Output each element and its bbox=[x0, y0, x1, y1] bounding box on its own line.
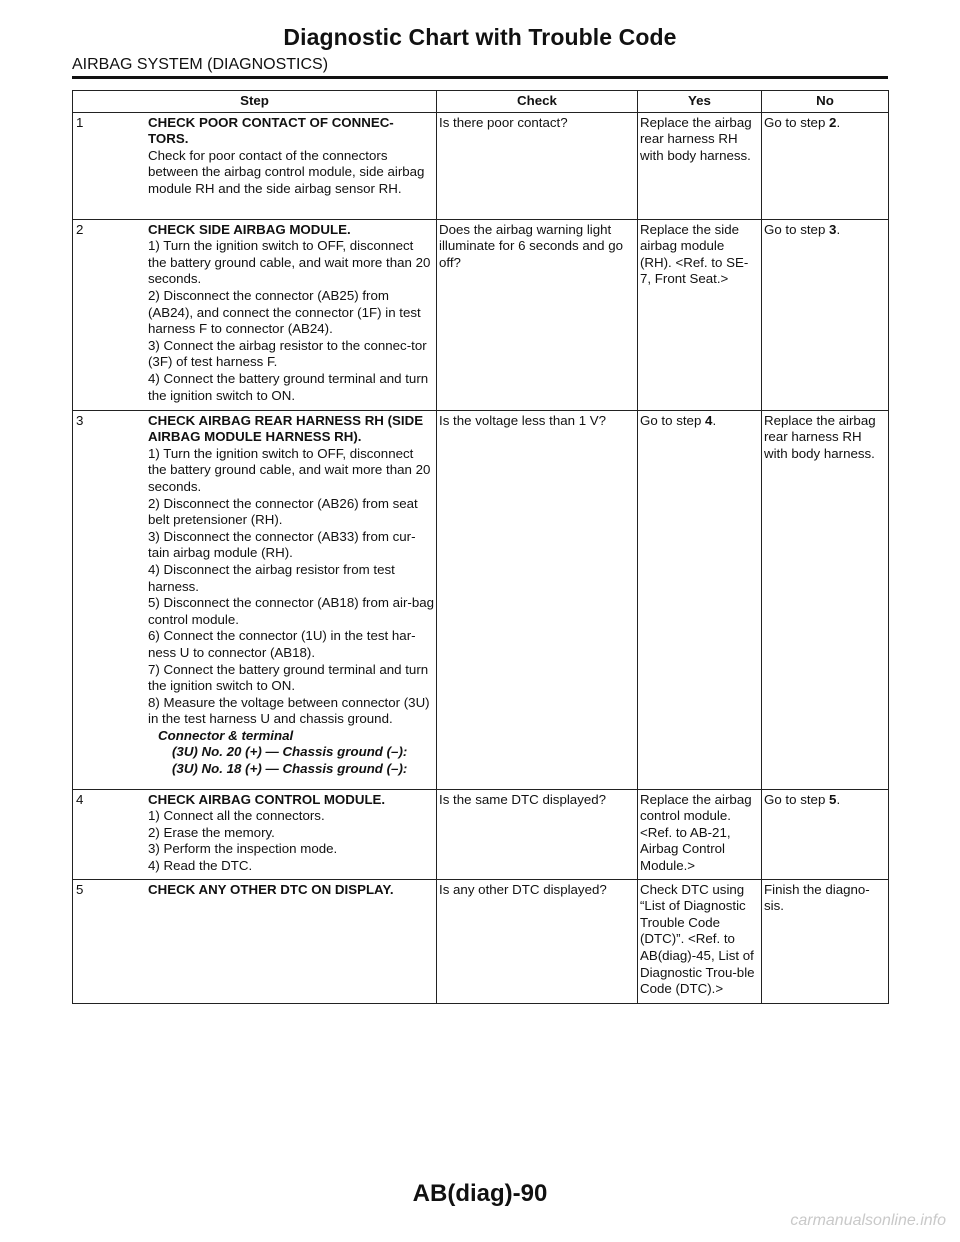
table-row bbox=[73, 112, 889, 219]
yes-cell bbox=[638, 410, 762, 789]
header-rule bbox=[72, 76, 888, 79]
table-row bbox=[73, 410, 889, 789]
step-instruction: 6) Connect the connector (1U) in the test har-ness U to connector (AB18). bbox=[148, 628, 416, 660]
page-number: AB(diag)-90 bbox=[412, 1180, 548, 1207]
step-instruction: 4) Disconnect the airbag resistor from test harness. bbox=[148, 561, 395, 594]
watermark: carmanualsonline.info bbox=[790, 1212, 946, 1229]
check-cell: Does the airbag warning light illuminate for 6 seconds and go off? bbox=[437, 219, 638, 410]
step-cell bbox=[73, 219, 437, 410]
yes-cell: Replace the airbag rear harness RH with body harness. bbox=[638, 112, 762, 219]
section-title: AIRBAG SYSTEM (DIAGNOSTICS) bbox=[72, 56, 329, 73]
table-header-row bbox=[73, 91, 889, 113]
table-row bbox=[73, 789, 889, 879]
no-text: Go to step bbox=[764, 114, 830, 130]
step-instruction: 4) Connect the battery ground terminal and turn the ignition switch to ON. bbox=[148, 370, 429, 403]
header-step: Step bbox=[73, 91, 437, 113]
step-heading: CHECK POOR CONTACT OF CONNEC-TORS. bbox=[148, 114, 394, 147]
step-instruction: 3) Perform the inspection mode. bbox=[148, 841, 338, 857]
step-instruction: 3) Disconnect the connector (AB33) from cur-tain airbag module (RH). bbox=[148, 528, 416, 561]
step-cell bbox=[73, 879, 437, 1003]
step-heading: CHECK AIRBAG CONTROL MODULE. bbox=[148, 791, 386, 807]
yes-text: Go to step bbox=[640, 412, 706, 428]
step-instruction: 7) Connect the battery ground terminal and turn the ignition switch to ON. bbox=[148, 661, 429, 694]
step-instruction: 5) Disconnect the connector (AB18) from air-bag control module. bbox=[148, 595, 435, 627]
step-instruction: 1) Connect all the connectors. bbox=[148, 808, 325, 824]
yes-cell: Replace the airbag control module. <Ref. to AB-21, Airbag Control Module.> bbox=[638, 789, 762, 879]
step-instruction: 2) Disconnect the connector (AB26) from seat belt pretensioner (RH). bbox=[148, 495, 418, 528]
check-cell: Is the voltage less than 1 V? bbox=[437, 410, 638, 789]
step-number: 3 bbox=[76, 412, 84, 428]
no-cell: Replace the airbag rear harness RH with body harness. bbox=[762, 410, 889, 789]
check-cell: Is there poor contact? bbox=[437, 112, 638, 219]
table-row bbox=[73, 879, 889, 1003]
table-row bbox=[73, 219, 889, 410]
check-cell: Is the same DTC displayed? bbox=[437, 789, 638, 879]
step-instruction: 1) Turn the ignition switch to OFF, disconnect the battery ground cable, and wait more than 20 seconds. bbox=[148, 238, 431, 287]
no-cell bbox=[762, 789, 889, 879]
connector-terminal-heading: Connector & terminal bbox=[158, 727, 294, 743]
no-cell: Finish the diagno-sis. bbox=[762, 879, 889, 1003]
yes-suffix: . bbox=[712, 412, 717, 428]
diagnostic-table bbox=[72, 90, 889, 1004]
step-cell bbox=[73, 410, 437, 789]
step-heading: CHECK ANY OTHER DTC ON DISPLAY. bbox=[148, 881, 394, 897]
step-number: 1 bbox=[76, 114, 84, 130]
step-instruction: 2) Disconnect the connector (AB25) from (AB24), and connect the connector (1F) in test harness F to connector (AB24). bbox=[148, 287, 421, 337]
no-suffix: . bbox=[836, 221, 841, 237]
no-cell bbox=[762, 112, 889, 219]
step-number: 4 bbox=[76, 791, 84, 807]
step-number: 2 bbox=[76, 221, 84, 237]
no-text: Go to step bbox=[764, 791, 830, 807]
step-instruction: Check for poor contact of the connectors between the airbag control module, side airbag module RH and the side airbag sensor RH. bbox=[148, 147, 425, 196]
yes-cell: Replace the side airbag module (RH). <Ref. to SE-7, Front Seat.> bbox=[638, 219, 762, 410]
check-cell: Is any other DTC displayed? bbox=[437, 879, 638, 1003]
no-cell bbox=[762, 219, 889, 410]
no-step-ref: 2 bbox=[829, 114, 837, 130]
step-number: 5 bbox=[76, 881, 84, 897]
yes-cell: Check DTC using “List of Diagnostic Trouble Code (DTC)”. <Ref. to AB(diag)-45, List of Diagnostic Trou-ble Code (DTC).> bbox=[638, 879, 762, 1003]
step-cell bbox=[73, 112, 437, 219]
step-heading: CHECK SIDE AIRBAG MODULE. bbox=[148, 221, 351, 237]
connector-terminal-line: (3U) No. 20 (+) — Chassis ground (–): bbox=[172, 744, 408, 760]
header-yes: Yes bbox=[638, 91, 762, 113]
step-heading: CHECK AIRBAG REAR HARNESS RH (SIDE AIRBAG MODULE HARNESS RH). bbox=[148, 412, 424, 445]
no-text: Go to step bbox=[764, 221, 830, 237]
header-check: Check bbox=[437, 91, 638, 113]
step-instruction: 8) Measure the voltage between connector (3U) in the test harness U and chassis ground. bbox=[148, 694, 430, 727]
page-title: Diagnostic Chart with Trouble Code bbox=[283, 24, 677, 50]
no-step-ref: 3 bbox=[829, 221, 837, 237]
no-suffix: . bbox=[836, 791, 841, 807]
connector-terminal-line: (3U) No. 18 (+) — Chassis ground (–): bbox=[172, 761, 408, 777]
yes-step-ref: 4 bbox=[705, 412, 713, 428]
step-instruction: 1) Turn the ignition switch to OFF, disconnect the battery ground cable, and wait more than 20 seconds. bbox=[148, 445, 431, 494]
step-cell bbox=[73, 789, 437, 879]
step-instruction: 2) Erase the memory. bbox=[148, 824, 275, 840]
step-instruction: 3) Connect the airbag resistor to the connec-tor (3F) of test harness F. bbox=[148, 337, 427, 370]
no-suffix: . bbox=[836, 114, 841, 130]
step-instruction: 4) Read the DTC. bbox=[148, 857, 253, 873]
header-no: No bbox=[762, 91, 889, 113]
no-step-ref: 5 bbox=[829, 791, 837, 807]
